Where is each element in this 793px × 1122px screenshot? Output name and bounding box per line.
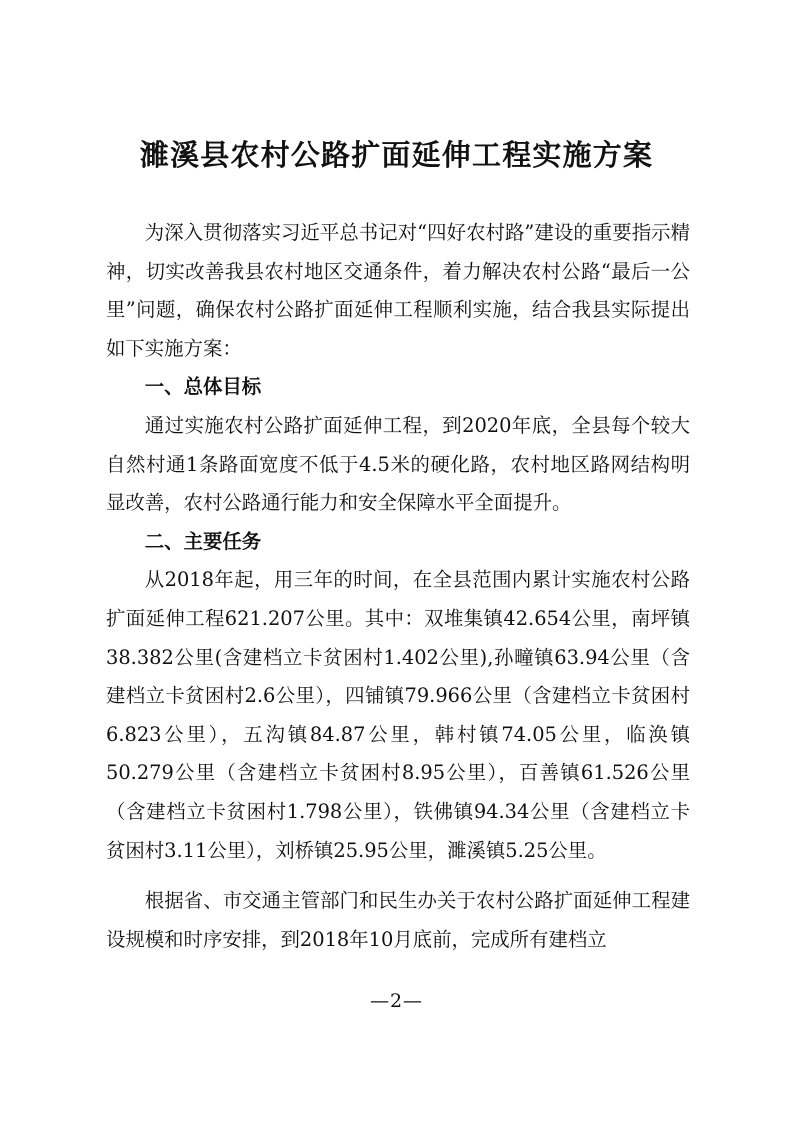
intro-paragraph: 为深入贯彻落实习近平总书记对“四好农村路”建设的重要指示精神，切实改善我县农村地区交通条件，着力解决农村公路“最后一公里”问题，确保农村公路扩面延伸工程顺利实施，结合我县实际提出如下实施方案：	[106, 221, 690, 360]
section-heading-goals: 一、总体目标	[144, 375, 262, 399]
page-number: —2—	[369, 990, 424, 1012]
document-body	[106, 214, 690, 959]
section-heading-tasks: 二、主要任务	[144, 529, 262, 553]
tasks-paragraph: 从2018年起，用三年的时间，在全县范围内累计实施农村公路扩面延伸工程621.207公里。其中：双堆集镇42.654公里，南坪镇38.382公里(含建档立卡贫困村1.402公里),孙疃镇63.94公里（含建档立卡贫困村2.6公里），四铺镇79.966公里（含建档立卡贫困村6.823公里），五沟镇84.87公里，韩村镇74.05公里，临涣镇50.279公里（含建档立卡贫困村8.95公里），百善镇61.526公里（含建档立卡贫困村1.798公里），铁佛镇94.34公里（含建档立卡贫困村3.11公里），刘桥镇25.95公里，濉溪镇5.25公里。	[106, 568, 690, 862]
goals-paragraph: 通过实施农村公路扩面延伸工程，到2020年底，全县每个较大自然村通1条路面宽度不低于4.5米的硬化路，农村地区路网结构明显改善，农村公路通行能力和安全保障水平全面提升。	[106, 413, 690, 515]
schedule-paragraph: 根据省、市交通主管部门和民生办关于农村公路扩面延伸工程建设规模和时序安排，到2018年10月底前，完成所有建档立	[106, 889, 690, 951]
document-title: 濉溪县农村公路扩面延伸工程实施方案	[139, 138, 654, 172]
